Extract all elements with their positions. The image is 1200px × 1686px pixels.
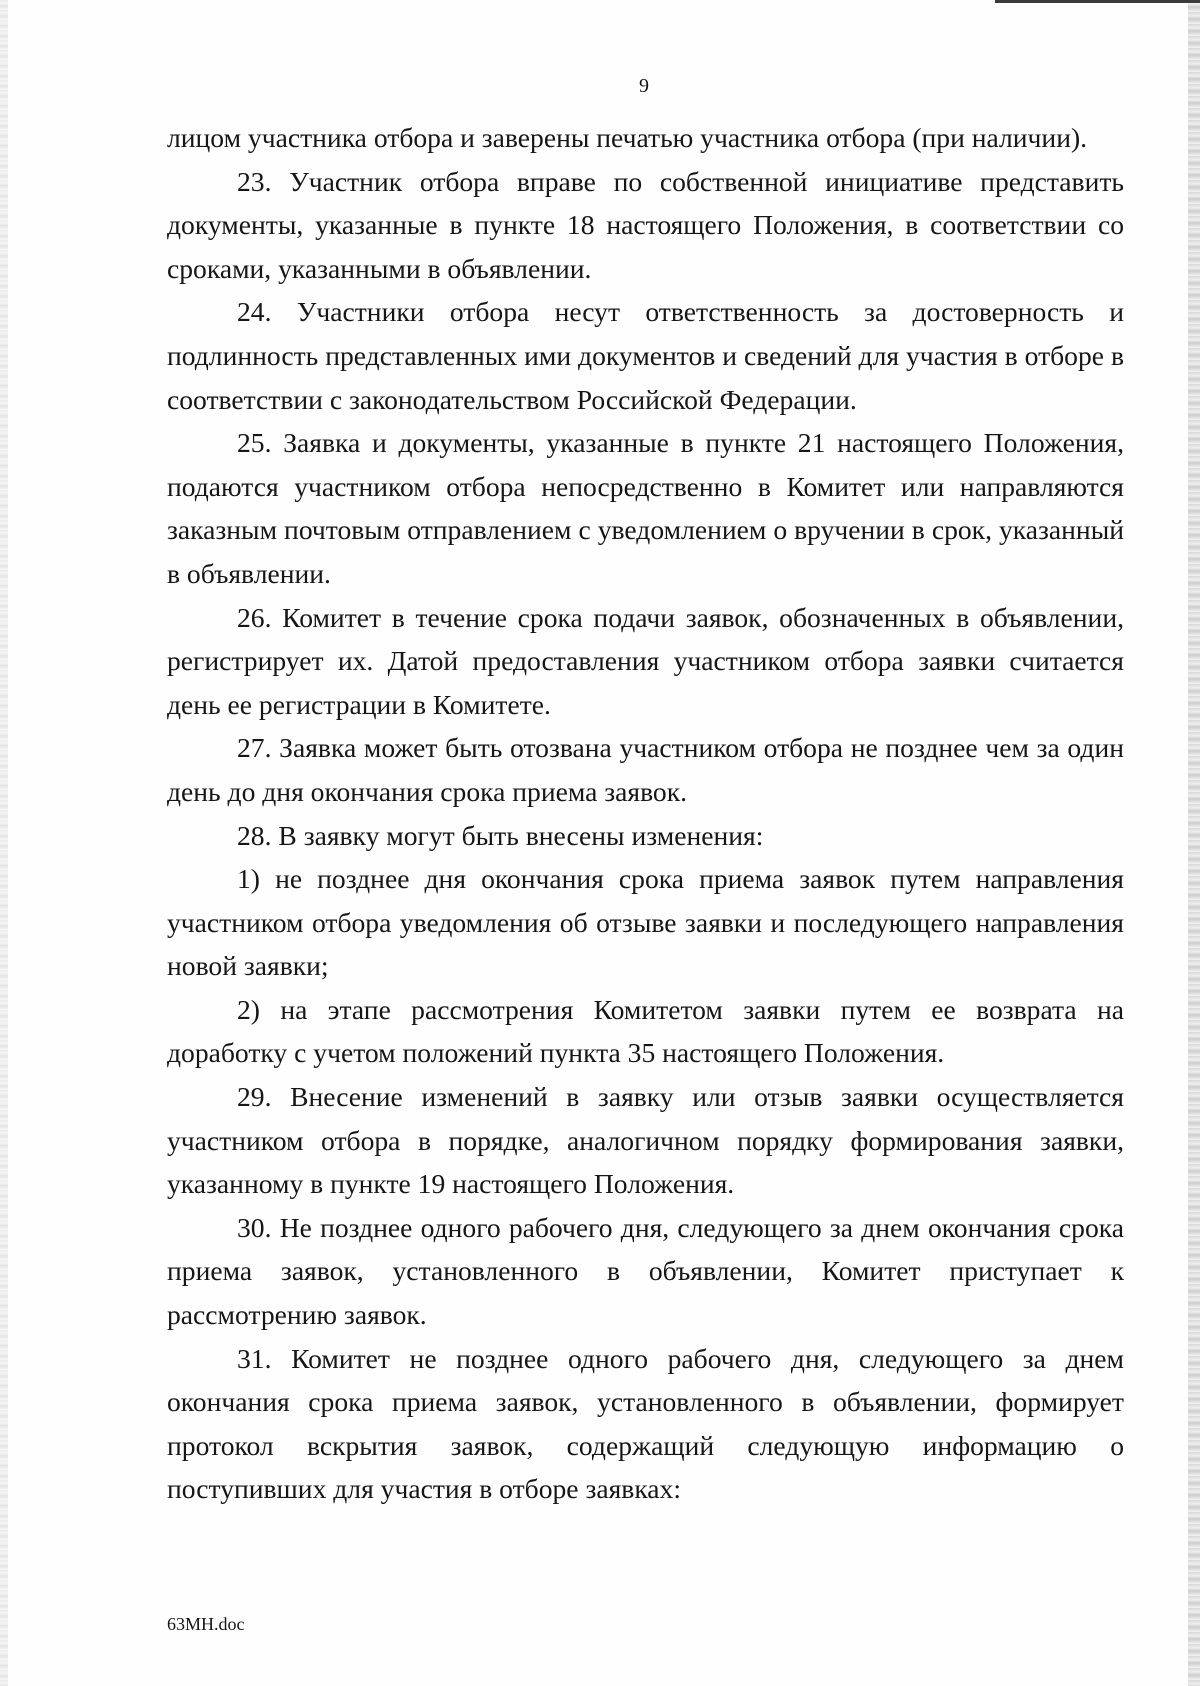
paragraph-28-item-2: 2) на этапе рассмотрения Комитетом заявки путем ее возврата на доработку с учетом положений пункта 35 настоящего Положения. xyxy=(167,993,1124,1069)
paragraph-28: 28. В заявку могут быть внесены изменения: xyxy=(237,819,764,851)
scan-top-line xyxy=(995,0,1200,3)
paragraph-25: 25. Заявка и документы, указанные в пункте 21 настоящего Положения, подаются участником отбора непосредственно в Комитет или направляются заказным почтовым отправлением с уведомлением о вручении в срок, указанный в объявлении. xyxy=(167,427,1124,589)
paragraph-continuation: лицом участника отбора и заверены печатью участника отбора (при наличии). xyxy=(167,122,1088,153)
paragraph-28-item-1: 1) не позднее дня окончания срока приема заявок путем направления участником отбора уведомления об отзыве заявки и последующего направления новой заявки; xyxy=(167,863,1124,982)
scan-edge-left xyxy=(0,0,8,1686)
document-body xyxy=(167,116,1124,1511)
scan-edge-right xyxy=(1188,0,1200,1686)
paragraph-30: 30. Не позднее одного рабочего дня, следующего за днем окончания срока приема заявок, установленного в объявлении, Комитет приступает к рассмотрению заявок. xyxy=(167,1211,1124,1331)
paragraph-24: 24. Участники отбора несут ответственность за достоверность и подлинность представленных ими документов и сведений для участия в отборе в соответствии с законодательством Российской Федерации. xyxy=(167,296,1124,415)
paragraph-31: 31. Комитет не позднее одного рабочего дня, следующего за днем окончания срока приема заявок, установленного в объявлении, формирует протокол вскрытия заявок, содержащий следующую информацию о поступивших для участия в отборе заявках: xyxy=(167,1342,1124,1505)
paragraph-23: 23. Участник отбора вправе по собственной инициативе представить документы, указанные в пункте 18 настоящего Положения, в соответствии со сроками, указанными в объявлении. xyxy=(167,165,1124,284)
paragraph-29: 29. Внесение изменений в заявку или отзыв заявки осуществляется участником отбора в порядке, аналогичном порядку формирования заявки, указанному в пункте 19 настоящего Положения. xyxy=(167,1081,1124,1200)
footer-filename: 63МН.doc xyxy=(167,1614,245,1634)
page-number: 9 xyxy=(639,75,649,97)
paragraph-26: 26. Комитет в течение срока подачи заявок, обозначенных в объявлении, регистрирует их. Датой предоставления участником отбора заявки считается день ее регистрации в Комитете. xyxy=(167,601,1124,720)
paragraph-27: 27. Заявка может быть отозвана участником отбора не позднее чем за один день до дня окончания срока приема заявок. xyxy=(167,732,1124,807)
